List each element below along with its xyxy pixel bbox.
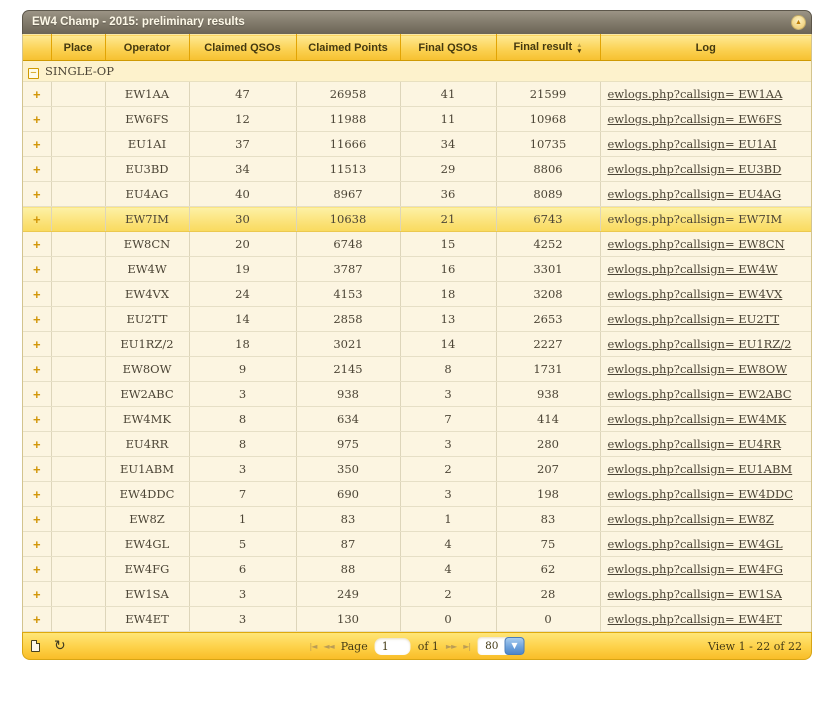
expand-row-icon[interactable]: + [32,286,41,302]
cell-final-result: 62 [496,557,600,582]
cell-final-qsos: 2 [400,582,496,607]
table-row [23,82,811,107]
cell-final-result: 8806 [496,157,600,182]
cell-place [51,482,105,507]
cell-final-qsos: 3 [400,482,496,507]
table-row [23,332,811,357]
table-row [23,207,811,232]
cell-operator: EW4GL [105,532,189,557]
grid-body [22,34,812,632]
cell-log [600,107,811,132]
log-link[interactable]: ewlogs.php?callsign= EW4VX [607,287,783,301]
cell-claimed-points: 938 [296,382,400,407]
expand-row-icon[interactable]: + [32,486,41,502]
cell-claimed-qsos: 34 [189,157,296,182]
cell-final-qsos: 34 [400,132,496,157]
expand-row-icon[interactable]: + [32,436,41,452]
cell-claimed-qsos: 14 [189,307,296,332]
cell-final-result: 21599 [496,82,600,107]
cell-place [51,532,105,557]
pager-controls [310,633,525,659]
expand-row-icon[interactable]: + [32,86,41,102]
column-header-expand[interactable] [23,35,51,61]
cell-claimed-points: 6748 [296,232,400,257]
cell-final-qsos: 1 [400,507,496,532]
expand-row-icon[interactable]: + [32,236,41,252]
cell-final-qsos: 3 [400,382,496,407]
chevron-down-icon: ▼ [511,641,518,650]
next-page-button[interactable]: ►► [445,641,457,651]
cell-operator: EU4RR [105,432,189,457]
table-row [23,507,811,532]
grid-title: EW4 Champ - 2015: preliminary results [32,16,245,28]
cell-final-result: 4252 [496,232,600,257]
cell-final-result: 8089 [496,182,600,207]
cell-claimed-qsos: 30 [189,207,296,232]
cell-final-qsos: 15 [400,232,496,257]
cell-claimed-qsos: 1 [189,507,296,532]
cell-final-qsos: 36 [400,182,496,207]
cell-operator: EW8CN [105,232,189,257]
table-row [23,582,811,607]
last-page-button[interactable]: ►| [463,641,471,651]
cell-final-qsos: 2 [400,457,496,482]
table-row [23,357,811,382]
expand-row-icon[interactable]: + [32,211,41,227]
cell-claimed-points: 130 [296,607,400,632]
cell-operator: EW1AA [105,82,189,107]
cell-log [600,132,811,157]
cell-place [51,232,105,257]
cell-operator: EW4FG [105,557,189,582]
cell-operator: EW4MK [105,407,189,432]
cell-claimed-points: 634 [296,407,400,432]
cell-operator: EW4ET [105,607,189,632]
expand-row-icon[interactable]: + [32,311,41,327]
table-row [23,182,811,207]
cell-claimed-points: 2145 [296,357,400,382]
cell-claimed-qsos: 24 [189,282,296,307]
cell-claimed-qsos: 9 [189,357,296,382]
table-row [23,307,811,332]
log-link[interactable]: ewlogs.php?callsign= EW1AA [607,87,783,101]
cell-log [600,82,811,107]
column-header-place[interactable]: Place [51,35,105,61]
table-row [23,607,811,632]
cell-operator: EW7IM [105,207,189,232]
cell-claimed-points: 11666 [296,132,400,157]
cell-operator: EW1SA [105,582,189,607]
sort-indicator-icon[interactable]: ▲ ▼ [576,41,583,55]
table-row [23,432,811,457]
cell-log [600,532,811,557]
first-page-button[interactable]: |◄ [309,641,317,651]
cell-log [600,157,811,182]
cell-log [600,557,811,582]
view-status: View 1 - 22 of 22 [707,639,802,653]
cell-log [600,232,811,257]
cell-final-qsos: 3 [400,432,496,457]
cell-claimed-points: 88 [296,557,400,582]
cell-operator: EU4AG [105,182,189,207]
table-row [23,457,811,482]
table-row [23,257,811,282]
prev-page-button[interactable]: ◄◄ [323,641,334,651]
cell-final-result: 10735 [496,132,600,157]
cell-final-qsos: 4 [400,532,496,557]
cell-log [600,482,811,507]
cell-log [600,207,811,232]
cell-claimed-qsos: 18 [189,332,296,357]
cell-place [51,432,105,457]
cell-final-result: 280 [496,432,600,457]
group-row-single-op [23,61,811,82]
table-row [23,407,811,432]
log-link[interactable]: ewlogs.php?callsign= EW4W [607,262,778,276]
cell-claimed-points: 10638 [296,207,400,232]
cell-claimed-points: 11513 [296,157,400,182]
cell-log [600,582,811,607]
log-link[interactable]: ewlogs.php?callsign= EW8Z [607,512,774,526]
group-label: SINGLE-OP [45,63,114,78]
cell-claimed-points: 4153 [296,282,400,307]
cell-expand[interactable] [23,82,51,107]
cell-log [600,607,811,632]
cell-claimed-qsos: 8 [189,407,296,432]
expand-row-icon[interactable]: + [32,411,41,427]
cell-expand[interactable] [23,407,51,432]
cell-final-qsos: 13 [400,307,496,332]
cell-claimed-points: 83 [296,507,400,532]
cell-expand[interactable] [23,132,51,157]
cell-final-result: 0 [496,607,600,632]
cell-final-result: 2653 [496,307,600,332]
cell-operator: EU1ABM [105,457,189,482]
cell-claimed-qsos: 37 [189,132,296,157]
cell-log [600,257,811,282]
cell-place [51,307,105,332]
expand-row-icon[interactable]: + [32,161,41,177]
cell-claimed-points: 3021 [296,332,400,357]
cell-claimed-points: 8967 [296,182,400,207]
expand-row-icon[interactable]: + [32,261,41,277]
expand-row-icon[interactable]: + [32,461,41,477]
cell-log [600,182,811,207]
cell-final-qsos: 16 [400,257,496,282]
page-count-label: of 1 [417,639,439,653]
cell-claimed-points: 11988 [296,107,400,132]
expand-row-icon[interactable]: + [32,611,41,627]
cell-claimed-qsos: 8 [189,432,296,457]
log-link[interactable]: ewlogs.php?callsign= EU4RR [607,437,781,451]
log-link[interactable]: ewlogs.php?callsign= EW4ET [607,612,782,626]
cell-operator: EW8OW [105,357,189,382]
table-row [23,107,811,132]
cell-expand[interactable] [23,307,51,332]
cell-final-result: 28 [496,582,600,607]
expand-row-icon[interactable]: + [32,586,41,602]
page-label: Page [340,639,368,653]
expand-row-icon[interactable]: + [32,511,41,527]
collapse-arrow-icon: ▲ [795,19,802,26]
cell-final-result: 75 [496,532,600,557]
cell-operator: EW2ABC [105,382,189,407]
cell-operator: EW8Z [105,507,189,532]
cell-place [51,582,105,607]
table-body [23,61,811,632]
cell-expand[interactable] [23,207,51,232]
cell-claimed-points: 3787 [296,257,400,282]
cell-place [51,207,105,232]
cell-claimed-qsos: 47 [189,82,296,107]
cell-final-result: 414 [496,407,600,432]
cell-claimed-qsos: 5 [189,532,296,557]
table-row [23,157,811,182]
cell-expand[interactable] [23,357,51,382]
expand-row-icon[interactable]: + [32,386,41,402]
cell-operator: EU1RZ/2 [105,332,189,357]
cell-place [51,182,105,207]
log-link[interactable]: ewlogs.php?callsign= EW4GL [607,537,783,551]
cell-final-qsos: 21 [400,207,496,232]
cell-claimed-points: 975 [296,432,400,457]
cell-expand[interactable] [23,507,51,532]
log-link[interactable]: ewlogs.php?callsign= EU4AG [607,187,782,201]
cell-place [51,607,105,632]
cell-final-result: 938 [496,382,600,407]
results-table [23,34,811,632]
cell-place [51,132,105,157]
table-row [23,232,811,257]
cell-operator: EU2TT [105,307,189,332]
cell-final-qsos: 11 [400,107,496,132]
log-link[interactable]: ewlogs.php?callsign= EW8CN [607,237,785,251]
column-header-final-qsos[interactable]: Final QSOs [400,35,496,61]
log-link[interactable]: ewlogs.php?callsign= EW4FG [607,562,783,576]
cell-final-result: 6743 [496,207,600,232]
log-link[interactable]: ewlogs.php?callsign= EW8OW [607,362,788,376]
page-number-input[interactable] [375,638,411,655]
table-row [23,382,811,407]
cell-place [51,407,105,432]
cell-claimed-points: 350 [296,457,400,482]
cell-expand[interactable] [23,157,51,182]
column-header-operator[interactable]: Operator [105,35,189,61]
expand-row-icon[interactable]: + [32,536,41,552]
cell-expand[interactable] [23,457,51,482]
cell-final-result: 10968 [496,107,600,132]
cell-claimed-points: 87 [296,532,400,557]
cell-expand[interactable] [23,582,51,607]
cell-log [600,332,811,357]
cell-place [51,107,105,132]
cell-log [600,457,811,482]
cell-final-qsos: 8 [400,357,496,382]
refresh-icon[interactable]: ↻ [54,638,66,654]
cell-claimed-qsos: 3 [189,582,296,607]
cell-place [51,332,105,357]
cell-claimed-qsos: 20 [189,232,296,257]
cell-operator: EW6FS [105,107,189,132]
log-link[interactable]: ewlogs.php?callsign= EU3BD [607,162,782,176]
rows-per-page-value: 80 [485,640,499,652]
cell-expand[interactable] [23,607,51,632]
cell-place [51,457,105,482]
cell-place [51,557,105,582]
cell-operator: EW4VX [105,282,189,307]
cell-expand[interactable] [23,432,51,457]
cell-log [600,432,811,457]
cell-claimed-points: 249 [296,582,400,607]
expand-row-icon[interactable]: + [32,111,41,127]
results-grid-window [22,10,812,660]
log-link[interactable]: ewlogs.php?callsign= EU1RZ/2 [607,337,792,351]
cell-place [51,357,105,382]
cell-final-qsos: 0 [400,607,496,632]
cell-final-qsos: 41 [400,82,496,107]
cell-claimed-qsos: 40 [189,182,296,207]
cell-final-qsos: 4 [400,557,496,582]
cell-expand[interactable] [23,332,51,357]
cell-final-qsos: 18 [400,282,496,307]
table-row [23,557,811,582]
cell-final-qsos: 7 [400,407,496,432]
log-link[interactable]: ewlogs.php?callsign= EW4MK [607,412,787,426]
cell-claimed-points: 690 [296,482,400,507]
cell-expand[interactable] [23,482,51,507]
collapse-group-icon[interactable]: − [28,68,39,79]
expand-row-icon[interactable]: + [32,186,41,202]
cell-expand[interactable] [23,107,51,132]
cell-log [600,307,811,332]
cell-operator: EU1AI [105,132,189,157]
cell-operator: EW4W [105,257,189,282]
cell-claimed-points: 2858 [296,307,400,332]
cell-claimed-qsos: 6 [189,557,296,582]
cell-operator: EU3BD [105,157,189,182]
table-row [23,282,811,307]
column-header-claimed-points[interactable]: Claimed Points [296,35,400,61]
table-row [23,132,811,157]
collapse-grid-button[interactable] [791,15,806,30]
cell-final-result: 83 [496,507,600,532]
log-link[interactable]: ewlogs.php?callsign= EU2TT [607,312,780,326]
cell-final-result: 1731 [496,357,600,382]
cell-final-result: 207 [496,457,600,482]
table-row [23,532,811,557]
column-header-final-result[interactable]: Final result ▲ ▼ [496,35,600,61]
cell-log [600,507,811,532]
new-record-icon[interactable] [31,640,40,652]
cell-expand[interactable] [23,557,51,582]
cell-expand[interactable] [23,257,51,282]
cell-log [600,382,811,407]
log-link[interactable]: ewlogs.php?callsign= EW1SA [607,587,782,601]
expand-row-icon[interactable]: + [32,336,41,352]
cell-final-result: 3208 [496,282,600,307]
rows-per-page-select[interactable] [477,637,524,655]
log-link[interactable]: ewlogs.php?callsign= EU1ABM [607,462,793,476]
cell-log [600,282,811,307]
cell-place [51,257,105,282]
log-link[interactable]: ewlogs.php?callsign= EW4DDC [607,487,794,501]
grid-titlebar [22,10,812,34]
column-header-log[interactable]: Log [600,35,811,61]
cell-place [51,82,105,107]
cell-claimed-points: 26958 [296,82,400,107]
cell-expand[interactable] [23,282,51,307]
expand-row-icon[interactable]: + [32,361,41,377]
cell-expand[interactable] [23,232,51,257]
cell-final-result: 2227 [496,332,600,357]
cell-expand[interactable] [23,182,51,207]
cell-expand[interactable] [23,532,51,557]
cell-claimed-qsos: 3 [189,457,296,482]
pager-bar [22,632,812,660]
pager-toolbar [23,639,66,653]
cell-log [600,357,811,382]
cell-place [51,282,105,307]
cell-operator: EW4DDC [105,482,189,507]
select-dropdown-button[interactable] [504,637,524,655]
cell-claimed-qsos: 3 [189,382,296,407]
cell-final-result: 3301 [496,257,600,282]
cell-place [51,507,105,532]
log-link[interactable]: ewlogs.php?callsign= EU1AI [607,137,777,151]
cell-place [51,157,105,182]
cell-claimed-qsos: 19 [189,257,296,282]
cell-claimed-qsos: 3 [189,607,296,632]
cell-final-qsos: 29 [400,157,496,182]
cell-log [600,407,811,432]
column-header-claimed-qsos[interactable]: Claimed QSOs [189,35,296,61]
cell-claimed-qsos: 7 [189,482,296,507]
log-link[interactable]: ewlogs.php?callsign= EW2ABC [607,387,792,401]
log-link[interactable]: ewlogs.php?callsign= EW7IM [607,212,783,226]
header-row [23,35,811,61]
expand-row-icon[interactable]: + [32,136,41,152]
cell-final-qsos: 14 [400,332,496,357]
log-link[interactable]: ewlogs.php?callsign= EW6FS [607,112,782,126]
cell-place [51,382,105,407]
cell-expand[interactable] [23,382,51,407]
expand-row-icon[interactable]: + [32,561,41,577]
table-row [23,482,811,507]
cell-final-result: 198 [496,482,600,507]
cell-claimed-qsos: 12 [189,107,296,132]
